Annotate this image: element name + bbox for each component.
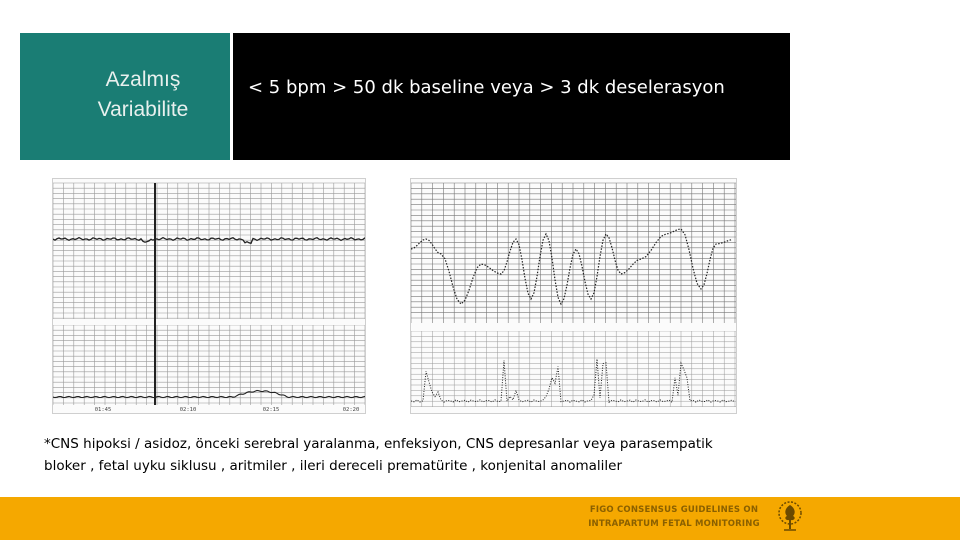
footer-bar [0,497,960,540]
criteria-text: < 5 bpm > 50 dk baseline veya > 3 dk deselerasyon [248,77,725,98]
slide-title: Azalmış Variabilite [97,68,189,121]
figo-line-2: INTRAPARTUM FETAL MONITORING [588,519,760,529]
title-panel [20,33,230,160]
causes-note: *CNS hipoksi / asidoz, önceki serebral yaralanma, enfeksiyon, CNS depresanlar veya parasempatik bloker , fetal uyku siklusu , aritmiler , ileri dereceli prematürite , konjenital anomaliler [44,436,713,474]
figo-footer-text [576,503,772,531]
time-tick-label: 02:20 [342,407,360,413]
tree-emblem-icon [776,499,804,535]
ctg-trace-reduced-variability [52,178,366,414]
criteria-panel [233,33,790,160]
ctg-trace-decelerations [410,178,737,414]
figo-line-1: FIGO CONSENSUS GUIDELINES ON [589,505,759,515]
time-tick-label: 02:10 [179,407,197,413]
ctg-trace-left-graphic [53,179,365,413]
time-tick-label: 02:15 [262,407,280,413]
ctg-trace-right-graphic [411,179,736,413]
time-tick-label: 01:45 [94,407,112,413]
